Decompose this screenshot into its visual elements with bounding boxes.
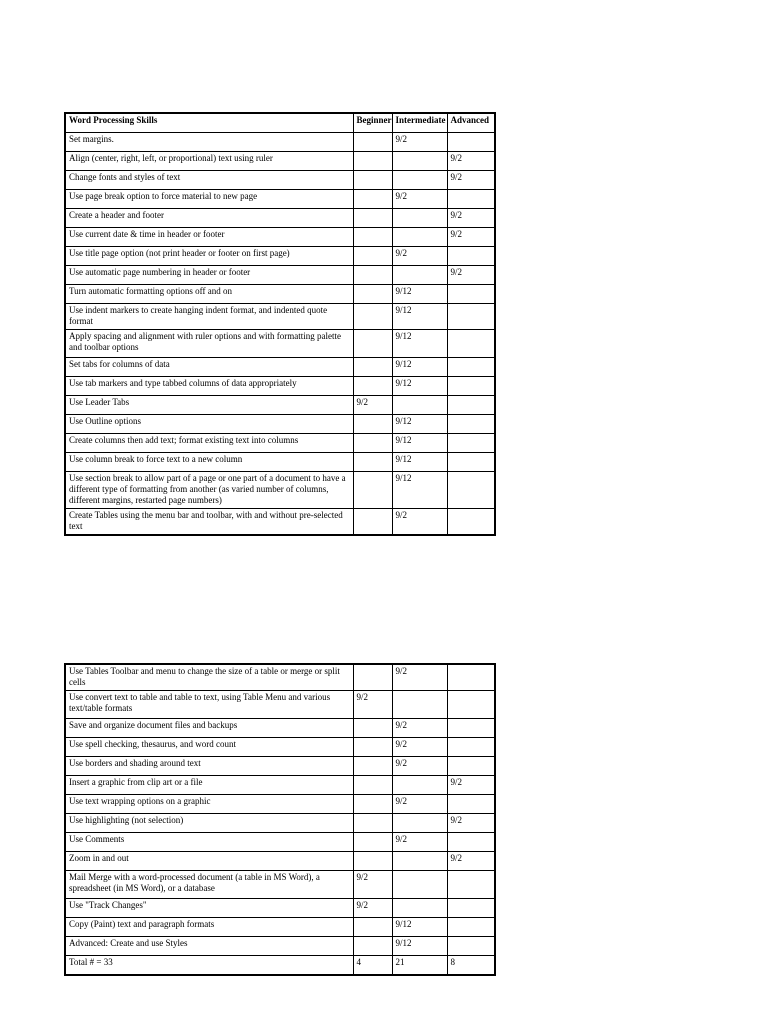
skill-cell: Use column break to force text to a new column — [65, 452, 353, 471]
skill-cell: Zoom in and out — [65, 852, 353, 871]
advanced-cell — [447, 452, 495, 471]
table-row — [65, 208, 495, 227]
advanced-cell — [447, 664, 495, 691]
intermediate-cell: 9/2 — [392, 795, 447, 814]
skill-cell: Use spell checking, thesaurus, and word count — [65, 738, 353, 757]
intermediate-cell — [392, 395, 447, 414]
table-row — [65, 508, 495, 535]
advanced-cell — [447, 414, 495, 433]
beginner-cell: 9/2 — [353, 691, 392, 719]
table-row — [65, 795, 495, 814]
table-row — [65, 414, 495, 433]
table-row — [65, 189, 495, 208]
skill-cell: Use Comments — [65, 833, 353, 852]
total-row — [65, 956, 495, 975]
advanced-cell — [447, 357, 495, 376]
advanced-cell — [447, 719, 495, 738]
beginner-cell — [353, 757, 392, 776]
table-row — [65, 719, 495, 738]
intermediate-cell: 9/12 — [392, 937, 447, 956]
intermediate-cell — [392, 208, 447, 227]
table-row — [65, 757, 495, 776]
skill-cell: Use "Track Changes" — [65, 899, 353, 918]
table-row — [65, 170, 495, 189]
skill-cell: Set margins. — [65, 132, 353, 151]
advanced-cell: 9/2 — [447, 208, 495, 227]
beginner-cell — [353, 664, 392, 691]
advanced-cell: 9/2 — [447, 265, 495, 284]
table-row — [65, 132, 495, 151]
skill-cell: Mail Merge with a word-processed document (a table in MS Word), a spreadsheet (in MS Word), or a database — [65, 871, 353, 899]
advanced-cell — [447, 833, 495, 852]
intermediate-cell: 9/2 — [392, 833, 447, 852]
advanced-cell — [447, 508, 495, 535]
beginner-cell — [353, 414, 392, 433]
advanced-cell: 9/2 — [447, 227, 495, 246]
advanced-cell: 9/2 — [447, 814, 495, 833]
beginner-cell — [353, 189, 392, 208]
beginner-cell — [353, 303, 392, 329]
skill-cell: Use page break option to force material to new page — [65, 189, 353, 208]
skill-cell: Create columns then add text; format existing text into columns — [65, 433, 353, 452]
advanced-cell — [447, 395, 495, 414]
header-intermediate: Intermediate — [392, 113, 447, 132]
beginner-cell — [353, 776, 392, 795]
header-advanced: Advanced — [447, 113, 495, 132]
skill-cell: Use Leader Tabs — [65, 395, 353, 414]
skill-cell: Apply spacing and alignment with ruler options and with formatting palette and toolbar options — [65, 329, 353, 357]
table-row — [65, 664, 495, 691]
table-row — [65, 151, 495, 170]
beginner-cell — [353, 376, 392, 395]
advanced-cell: 9/2 — [447, 170, 495, 189]
intermediate-cell — [392, 227, 447, 246]
skill-cell: Align (center, right, left, or proportional) text using ruler — [65, 151, 353, 170]
skill-cell: Use current date & time in header or footer — [65, 227, 353, 246]
intermediate-cell — [392, 265, 447, 284]
beginner-cell — [353, 357, 392, 376]
advanced-cell — [447, 376, 495, 395]
beginner-cell — [353, 284, 392, 303]
table-row — [65, 852, 495, 871]
intermediate-cell: 9/12 — [392, 284, 447, 303]
table-row — [65, 303, 495, 329]
intermediate-cell — [392, 871, 447, 899]
advanced-cell — [447, 471, 495, 508]
skill-cell: Use automatic page numbering in header or footer — [65, 265, 353, 284]
beginner-cell: 9/2 — [353, 871, 392, 899]
beginner-cell — [353, 471, 392, 508]
intermediate-cell: 9/12 — [392, 452, 447, 471]
advanced-cell — [447, 871, 495, 899]
skill-cell: Use Tables Toolbar and menu to change the size of a table or merge or split cells — [65, 664, 353, 691]
table-row — [65, 814, 495, 833]
intermediate-cell: 9/12 — [392, 918, 447, 937]
advanced-cell — [447, 691, 495, 719]
intermediate-cell: 9/2 — [392, 719, 447, 738]
table-row — [65, 357, 495, 376]
advanced-cell — [447, 757, 495, 776]
beginner-cell — [353, 814, 392, 833]
total-intermediate: 21 — [392, 956, 447, 975]
intermediate-cell: 9/12 — [392, 329, 447, 357]
skill-cell: Create a header and footer — [65, 208, 353, 227]
beginner-cell — [353, 719, 392, 738]
table-row — [65, 871, 495, 899]
beginner-cell — [353, 852, 392, 871]
skill-cell: Use Outline options — [65, 414, 353, 433]
header-beginner: Beginner — [353, 113, 392, 132]
intermediate-cell: 9/2 — [392, 246, 447, 265]
intermediate-cell — [392, 170, 447, 189]
table-row — [65, 284, 495, 303]
intermediate-cell: 9/2 — [392, 189, 447, 208]
table-row — [65, 246, 495, 265]
advanced-cell — [447, 329, 495, 357]
table-row — [65, 918, 495, 937]
table-row — [65, 433, 495, 452]
header-skills: Word Processing Skills — [65, 113, 353, 132]
intermediate-cell: 9/2 — [392, 757, 447, 776]
advanced-cell — [447, 433, 495, 452]
beginner-cell — [353, 433, 392, 452]
table-row — [65, 899, 495, 918]
beginner-cell — [353, 795, 392, 814]
advanced-cell — [447, 918, 495, 937]
intermediate-cell: 9/2 — [392, 738, 447, 757]
beginner-cell — [353, 265, 392, 284]
beginner-cell — [353, 227, 392, 246]
beginner-cell — [353, 208, 392, 227]
advanced-cell — [447, 738, 495, 757]
advanced-cell: 9/2 — [447, 151, 495, 170]
beginner-cell — [353, 329, 392, 357]
advanced-cell: 9/2 — [447, 776, 495, 795]
skill-cell: Use convert text to table and table to text, using Table Menu and various text/table formats — [65, 691, 353, 719]
skill-cell: Use indent markers to create hanging indent format, and indented quote format — [65, 303, 353, 329]
total-label: Total # = 33 — [65, 956, 353, 975]
table-row — [65, 471, 495, 508]
advanced-cell — [447, 937, 495, 956]
advanced-cell — [447, 303, 495, 329]
intermediate-cell — [392, 852, 447, 871]
intermediate-cell: 9/2 — [392, 508, 447, 535]
skill-cell: Copy (Paint) text and paragraph formats — [65, 918, 353, 937]
intermediate-cell: 9/12 — [392, 357, 447, 376]
beginner-cell — [353, 738, 392, 757]
intermediate-cell — [392, 899, 447, 918]
skill-cell: Use highlighting (not selection) — [65, 814, 353, 833]
skill-cell: Insert a graphic from clip art or a file — [65, 776, 353, 795]
table-row — [65, 452, 495, 471]
skill-cell: Use title page option (not print header or footer on first page) — [65, 246, 353, 265]
beginner-cell — [353, 508, 392, 535]
beginner-cell — [353, 246, 392, 265]
intermediate-cell: 9/12 — [392, 414, 447, 433]
beginner-cell — [353, 452, 392, 471]
advanced-cell — [447, 246, 495, 265]
table-row — [65, 776, 495, 795]
intermediate-cell — [392, 776, 447, 795]
skill-cell: Advanced: Create and use Styles — [65, 937, 353, 956]
table-row — [65, 937, 495, 956]
intermediate-cell: 9/12 — [392, 433, 447, 452]
table-row — [65, 738, 495, 757]
beginner-cell: 9/2 — [353, 395, 392, 414]
header-row — [65, 113, 495, 132]
intermediate-cell — [392, 814, 447, 833]
skill-cell: Use section break to allow part of a page or one part of a document to have a different type of formatting from another (as varied number of columns, different margins, restarted page numbers) — [65, 471, 353, 508]
total-advanced: 8 — [447, 956, 495, 975]
beginner-cell — [353, 151, 392, 170]
skill-cell: Save and organize document files and backups — [65, 719, 353, 738]
total-beginner: 4 — [353, 956, 392, 975]
skills-table-2 — [64, 663, 496, 976]
beginner-cell — [353, 132, 392, 151]
skill-cell: Create Tables using the menu bar and toolbar, with and without pre-selected text — [65, 508, 353, 535]
table-row — [65, 329, 495, 357]
advanced-cell — [447, 284, 495, 303]
table-row — [65, 227, 495, 246]
advanced-cell: 9/2 — [447, 852, 495, 871]
intermediate-cell: 9/12 — [392, 471, 447, 508]
intermediate-cell — [392, 151, 447, 170]
table-row — [65, 265, 495, 284]
beginner-cell — [353, 170, 392, 189]
skill-cell: Set tabs for columns of data — [65, 357, 353, 376]
table-row — [65, 395, 495, 414]
skill-cell: Turn automatic formatting options off and on — [65, 284, 353, 303]
intermediate-cell: 9/12 — [392, 303, 447, 329]
skill-cell: Change fonts and styles of text — [65, 170, 353, 189]
skill-cell: Use tab markers and type tabbed columns of data appropriately — [65, 376, 353, 395]
beginner-cell — [353, 937, 392, 956]
skills-table-1 — [64, 112, 496, 536]
skill-cell: Use borders and shading around text — [65, 757, 353, 776]
beginner-cell — [353, 918, 392, 937]
advanced-cell — [447, 189, 495, 208]
table-row — [65, 376, 495, 395]
intermediate-cell: 9/2 — [392, 132, 447, 151]
intermediate-cell: 9/2 — [392, 664, 447, 691]
beginner-cell: 9/2 — [353, 899, 392, 918]
advanced-cell — [447, 795, 495, 814]
intermediate-cell: 9/12 — [392, 376, 447, 395]
intermediate-cell — [392, 691, 447, 719]
skill-cell: Use text wrapping options on a graphic — [65, 795, 353, 814]
advanced-cell — [447, 899, 495, 918]
table-row — [65, 691, 495, 719]
advanced-cell — [447, 132, 495, 151]
beginner-cell — [353, 833, 392, 852]
table-row — [65, 833, 495, 852]
